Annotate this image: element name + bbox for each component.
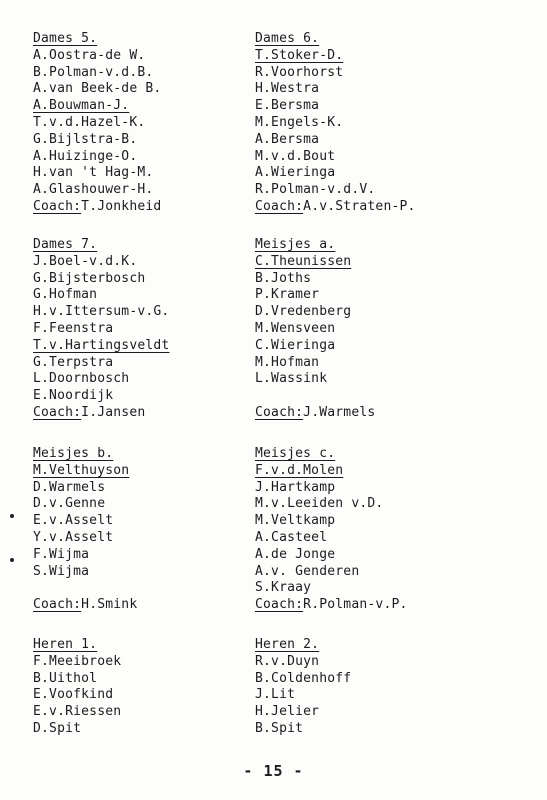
player-name: A.Bouwman-J. xyxy=(33,98,130,114)
player-name: T.Stoker-D. xyxy=(255,47,344,63)
team-meisjes-a xyxy=(255,237,505,422)
team-meisjes-b xyxy=(33,446,283,614)
player-name: L.Wassink xyxy=(255,371,328,387)
player-name: Y.v.Asselt xyxy=(33,529,114,545)
player-name: E.v.Riessen xyxy=(33,704,122,720)
coach-name: T.Jonkheid xyxy=(81,198,162,214)
team-dames-7 xyxy=(33,237,283,422)
coach-line xyxy=(255,405,505,422)
player-name: A.v. Genderen xyxy=(255,563,360,579)
coach-name: R.Polman-v.P. xyxy=(303,597,408,613)
player-name: H.v.Ittersum-v.G. xyxy=(33,304,170,320)
player-name: D.v.Genne xyxy=(33,496,106,512)
player-name: M.Engels-K. xyxy=(255,114,344,130)
team-title: Meisjes a. xyxy=(255,237,336,252)
player-name: E.Bersma xyxy=(255,98,320,114)
player-name: H.van 't Hag-M. xyxy=(33,165,154,181)
player-name: M.Hofman xyxy=(255,354,320,370)
player-name: A.Huizinge-O. xyxy=(33,148,138,164)
player-name: R.Polman-v.d.V. xyxy=(255,182,376,198)
player-name: P.Kramer xyxy=(255,287,320,303)
coach-label: Coach: xyxy=(33,198,82,214)
team-title: Dames 6. xyxy=(255,31,320,46)
team-heren-2 xyxy=(255,637,505,738)
coach-line xyxy=(255,597,505,614)
player-name: F.Meeibroek xyxy=(33,653,122,669)
team-meisjes-c xyxy=(255,446,505,614)
coach-label: Coach: xyxy=(33,404,82,420)
player-name: B.Uithol xyxy=(33,670,98,686)
team-title: Meisjes c. xyxy=(255,446,336,461)
player-name: A.Wieringa xyxy=(255,165,336,181)
player-name: G.Hofman xyxy=(33,287,98,303)
player-name: J.Boel-v.d.K. xyxy=(33,253,138,269)
player-name: R.Voorhorst xyxy=(255,64,344,80)
player-name: R.v.Duyn xyxy=(255,653,320,669)
player-name: A.Casteel xyxy=(255,529,328,545)
page-number: - 15 - xyxy=(243,762,304,780)
team-title: Meisjes b. xyxy=(33,446,114,461)
coach-name: I.Jansen xyxy=(81,404,146,420)
coach-label: Coach: xyxy=(255,404,304,420)
player-name: D.Vredenberg xyxy=(255,304,352,320)
player-name: G.Bijlstra-B. xyxy=(33,131,138,147)
team-title: Heren 1. xyxy=(33,637,98,652)
team-heren-1 xyxy=(33,637,283,738)
coach-line xyxy=(255,199,505,216)
spacer xyxy=(33,580,283,597)
player-name: B.Spit xyxy=(255,720,304,736)
player-name: G.Bijsterbosch xyxy=(33,270,146,286)
team-title: Dames 7. xyxy=(33,237,98,252)
player-name: D.Warmels xyxy=(33,479,106,495)
player-name: B.Coldenhoff xyxy=(255,670,352,686)
player-name: J.Lit xyxy=(255,687,296,703)
ink-mark xyxy=(10,514,14,518)
coach-line xyxy=(33,405,283,422)
player-name: E.v.Asselt xyxy=(33,513,114,529)
player-name: A.van Beek-de B. xyxy=(33,81,162,97)
team-title: Heren 2. xyxy=(255,637,320,652)
team-dames-6 xyxy=(255,31,505,216)
coach-label: Coach: xyxy=(255,198,304,214)
player-name: T.v.d.Hazel-K. xyxy=(33,114,146,130)
player-name: G.Terpstra xyxy=(33,354,114,370)
player-name: A.Glashouwer-H. xyxy=(33,182,154,198)
team-title: Dames 5. xyxy=(33,31,98,46)
player-name: F.Feenstra xyxy=(33,320,114,336)
player-name: H.Westra xyxy=(255,81,320,97)
coach-line xyxy=(33,199,283,216)
player-name: A.Oostra-de W. xyxy=(33,47,146,63)
player-name: M.Veltkamp xyxy=(255,513,336,529)
coach-label: Coach: xyxy=(33,597,82,613)
player-name: A.de Jonge xyxy=(255,546,336,562)
player-name: L.Doornbosch xyxy=(33,371,130,387)
player-name: E.Voofkind xyxy=(33,687,114,703)
coach-name: A.v.Straten-P. xyxy=(303,198,416,214)
player-name: B.Polman-v.d.B. xyxy=(33,64,154,80)
player-name: C.Wieringa xyxy=(255,337,336,353)
player-name: F.v.d.Molen xyxy=(255,462,344,478)
player-name: C.Theunissen xyxy=(255,253,352,269)
player-name: B.Joths xyxy=(255,270,312,286)
player-name: H.Jelier xyxy=(255,704,320,720)
player-name: M.v.Leeiden v.D. xyxy=(255,496,384,512)
player-name: D.Spit xyxy=(33,720,82,736)
player-name: S.Wijma xyxy=(33,563,90,579)
player-name: J.Hartkamp xyxy=(255,479,336,495)
player-name: M.Velthuyson xyxy=(33,462,130,478)
coach-line xyxy=(33,597,283,614)
player-name: A.Bersma xyxy=(255,131,320,147)
player-name: F.Wijma xyxy=(33,546,90,562)
team-dames-5 xyxy=(33,31,283,216)
player-name: M.v.d.Bout xyxy=(255,148,336,164)
player-name: E.Noordijk xyxy=(33,388,114,404)
ink-mark xyxy=(10,558,14,562)
player-name: M.Wensveen xyxy=(255,320,336,336)
coach-name: H.Smink xyxy=(81,597,138,613)
spacer xyxy=(255,388,505,405)
coach-name: J.Warmels xyxy=(303,404,376,420)
coach-label: Coach: xyxy=(255,597,304,613)
player-name: S.Kraay xyxy=(255,580,312,596)
player-name: T.v.Hartingsveldt xyxy=(33,337,170,353)
